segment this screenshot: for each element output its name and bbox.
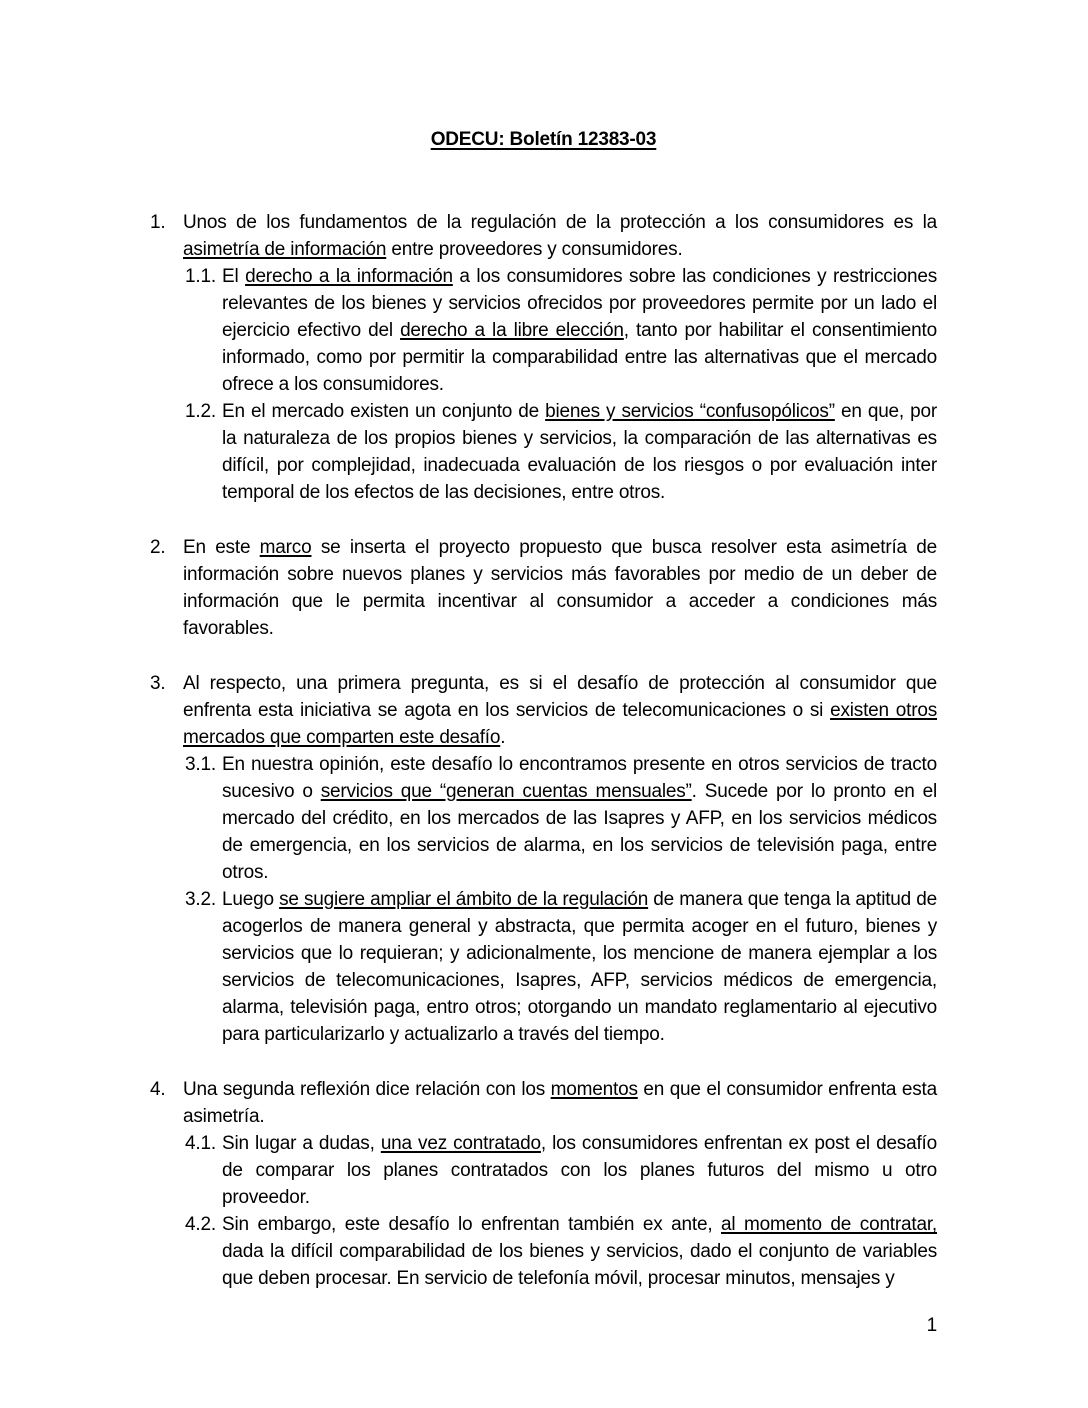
item-number: 1.2. (185, 401, 216, 422)
underlined-phrase: servicios que “generan cuentas mensuales” (320, 781, 692, 802)
list-item-2 (150, 534, 937, 642)
item-number: 4. (150, 1079, 166, 1100)
list-item-4 (150, 1076, 937, 1130)
item-number: 4.2. (185, 1214, 216, 1235)
item-number: 3.2. (185, 889, 216, 910)
item-number: 3.1. (185, 754, 216, 775)
list-item-1-1 (150, 263, 937, 398)
underlined-phrase: una vez contratado (380, 1133, 541, 1154)
underlined-phrase: asimetría de información (183, 239, 387, 260)
underlined-phrase: al momento de contratar, (721, 1214, 937, 1235)
underlined-phrase: derecho a la libre elección (400, 320, 624, 341)
list-item-4-2 (150, 1211, 937, 1292)
underlined-phrase: derecho a la información (245, 266, 453, 287)
item-number: 3. (150, 673, 166, 694)
item-text: Unos de los fundamentos de la regulación de la protección a los consumidores es la asimetría de información entre proveedores y consumidores. (183, 212, 937, 260)
list-item-4-1 (150, 1130, 937, 1211)
list-item-3-1 (150, 751, 937, 886)
item-text: Sin lugar a dudas, una vez contratado, los consumidores enfrentan ex post el desafío de comparar los planes contratados con los planes futuros del mismo u otro proveedor. (222, 1133, 937, 1208)
underlined-phrase: bienes y servicios “confusopólicos” (545, 401, 835, 422)
item-number: 4.1. (185, 1133, 216, 1154)
underlined-phrase: se sugiere ampliar el ámbito de la regulación (279, 889, 649, 910)
underlined-phrase: momentos (550, 1079, 638, 1100)
item-text: Sin embargo, este desafío lo enfrentan también ex ante, al momento de contratar, dada la difícil comparabilidad de los bienes y servicios, dado el conjunto de variables que deben procesar. En servicio de telefonía móvil, procesar minutos, mensajes y (222, 1214, 937, 1289)
item-number: 1. (150, 212, 166, 233)
document-body (150, 209, 937, 1292)
list-item-1-2 (150, 398, 937, 506)
item-text: En nuestra opinión, este desafío lo encontramos presente en otros servicios de tracto sucesivo o servicios que “generan cuentas mensuales”. Sucede por lo pronto en el mercado del crédito, en los mercados de las Isapres y AFP, en los servicios médicos de emergencia, en los servicios de alarma, en los servicios de televisión paga, entre otros. (222, 754, 937, 883)
item-number: 1.1. (185, 266, 216, 287)
document-title: ODECU: Boletín 12383-03 (430, 129, 657, 150)
list-item-1 (150, 209, 937, 263)
list-item-3-2 (150, 886, 937, 1048)
page-number: 1 (926, 1315, 937, 1336)
item-text: Al respecto, una primera pregunta, es si el desafío de protección al consumidor que enfrenta esta iniciativa se agota en los servicios de telecomunicaciones o si existen otros mercados que comparten este desafío. (183, 673, 937, 748)
underlined-phrase: existen otros mercados que comparten este desafío (183, 700, 937, 748)
item-text: En este marco se inserta el proyecto propuesto que busca resolver esta asimetría de información sobre nuevos planes y servicios más favorables por medio de un deber de información que le permita incentivar al consumidor a acceder a condiciones más favorables. (183, 537, 937, 639)
item-text: El derecho a la información a los consumidores sobre las condiciones y restricciones relevantes de los bienes y servicios ofrecidos por proveedores permite por un lado el ejercicio efectivo del derecho a la libre elección, tanto por habilitar el consentimiento informado, como por permitir la comparabilidad entre las alternativas que el mercado ofrece a los consumidores. (222, 266, 938, 395)
list-item-3 (150, 670, 937, 751)
item-text: En el mercado existen un conjunto de bienes y servicios “confusopólicos” en que, por la naturaleza de los propios bienes y servicios, la comparación de las alternativas es difícil, por complejidad, inadecuada evaluación de los riesgos o por evaluación inter temporal de los efectos de las decisiones, entre otros. (222, 401, 937, 503)
item-number: 2. (150, 537, 166, 558)
item-text: Luego se sugiere ampliar el ámbito de la regulación de manera que tenga la aptitud de acogerlos de manera general y abstracta, que permita acoger en el futuro, bienes y servicios que lo requieran; y adicionalmente, los mencione de manera ejemplar a los servicios de telecomunicaciones, Isapres, AFP, servicios médicos de emergencia, alarma, televisión paga, entro otros; otorgando un mandato reglamentario al ejecutivo para particularizarlo y actualizarlo a través del tiempo. (222, 889, 937, 1045)
item-text: Una segunda reflexión dice relación con los momentos en que el consumidor enfrenta esta asimetría. (183, 1079, 937, 1127)
underlined-phrase: marco (259, 537, 312, 558)
